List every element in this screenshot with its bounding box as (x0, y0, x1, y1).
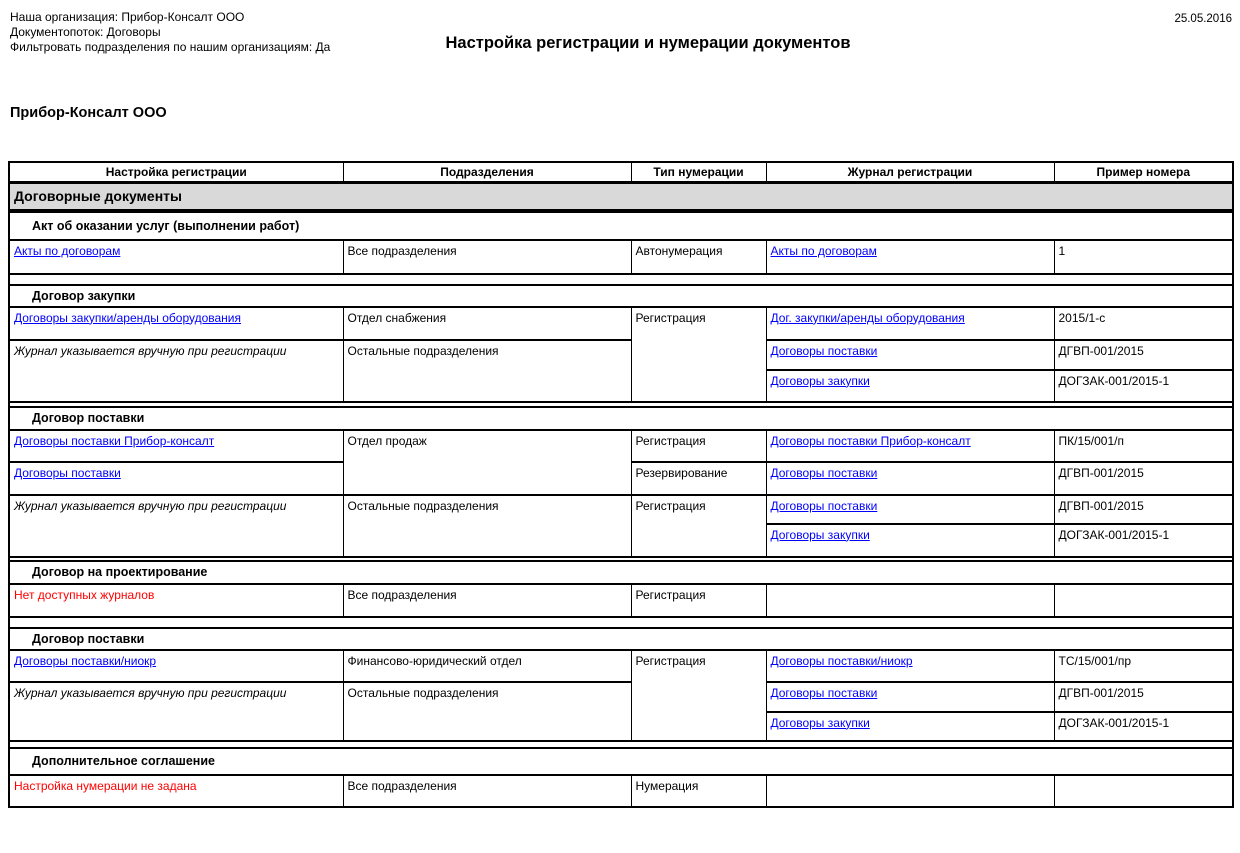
numbering-type-cell: Регистрация (631, 584, 766, 617)
example-cell: 2015/1-с (1054, 307, 1233, 340)
table-row (9, 775, 1233, 807)
journal-cell (766, 340, 1054, 370)
setting-link[interactable]: Договоры закупки/аренды оборудования (14, 310, 242, 325)
manual-journal-note: Журнал указывается вручную при регистрации (14, 498, 287, 513)
setting-link[interactable]: Договоры поставки Прибор-консалт (14, 433, 215, 448)
no-journals-error: Нет доступных журналов (14, 587, 155, 602)
example-cell: ТС/15/001/пр (1054, 650, 1233, 682)
example-cell: ДОГЗАК-001/2015-1 (1054, 524, 1233, 557)
journal-link[interactable]: Договоры поставки/ниокр (770, 653, 913, 668)
numbering-type-cell: Регистрация (631, 430, 766, 462)
section-spacer (9, 741, 1233, 748)
setting-cell (9, 462, 343, 495)
example-cell: ДГВП-001/2015 (1054, 462, 1233, 495)
division-cell: Отдел снабжения (343, 307, 631, 340)
journal-cell-empty (766, 584, 1054, 617)
example-cell-empty (1054, 584, 1233, 617)
report-title: Настройка регистрации и нумерации документов (445, 34, 851, 52)
our-organization-line: Наша организация: Прибор-Консалт ООО (10, 10, 245, 24)
document-group-header: Договорные документы (9, 183, 1233, 210)
registration-settings-table (8, 161, 1234, 808)
example-cell: ДГВП-001/2015 (1054, 495, 1233, 524)
setting-cell (9, 240, 343, 274)
example-cell: 1 (1054, 240, 1233, 274)
journal-cell (766, 240, 1054, 274)
table-row (9, 584, 1233, 617)
section-title-row (9, 561, 1233, 584)
journal-link[interactable]: Акты по договорам (770, 243, 877, 258)
section-title-row (9, 285, 1233, 307)
journal-cell (766, 430, 1054, 462)
setting-cell (9, 775, 343, 807)
section-title-row (9, 748, 1233, 775)
journal-cell (766, 307, 1054, 340)
numbering-type-cell: Нумерация (631, 775, 766, 807)
journal-cell-empty (766, 775, 1054, 807)
section-title: Договор на проектирование (9, 561, 1233, 584)
journal-cell (766, 650, 1054, 682)
division-cell: Остальные подразделения (343, 340, 631, 402)
table-header-row (9, 162, 1233, 183)
division-cell: Остальные подразделения (343, 495, 631, 557)
journal-link[interactable]: Договоры закупки (770, 527, 870, 542)
docflow-line: Документопоток: Договоры (10, 25, 161, 39)
journal-link[interactable]: Договоры поставки Прибор-консалт (770, 433, 971, 448)
table-row (9, 307, 1233, 340)
table-row (9, 682, 1233, 712)
example-cell: ДОГЗАК-001/2015-1 (1054, 370, 1233, 402)
numbering-type-cell: Регистрация (631, 650, 766, 741)
example-cell: ДГВП-001/2015 (1054, 340, 1233, 370)
journal-cell (766, 370, 1054, 402)
journal-cell (766, 712, 1054, 741)
section-title: Дополнительное соглашение (9, 748, 1233, 775)
report-date: 25.05.2016 (1174, 13, 1232, 25)
document-group-row (9, 183, 1233, 210)
numbering-type-cell: Резервирование (631, 462, 766, 495)
section-title-row (9, 628, 1233, 650)
table-row (9, 495, 1233, 524)
organization-heading: Прибор-Консалт ООО (10, 105, 167, 121)
setting-cell (9, 495, 343, 557)
journal-cell (766, 495, 1054, 524)
section-spacer (9, 274, 1233, 285)
setting-cell (9, 650, 343, 682)
table-row (9, 430, 1233, 462)
journal-link[interactable]: Договоры поставки (770, 465, 878, 480)
journal-link[interactable]: Договоры закупки (770, 715, 870, 730)
table-row (9, 240, 1233, 274)
numbering-type-cell: Автонумерация (631, 240, 766, 274)
division-cell: Все подразделения (343, 584, 631, 617)
setting-cell (9, 682, 343, 741)
col-header-numbering-type: Тип нумерации (631, 162, 766, 183)
section-title: Договор поставки (9, 407, 1233, 430)
example-cell: ДГВП-001/2015 (1054, 682, 1233, 712)
setting-cell (9, 584, 343, 617)
division-cell: Остальные подразделения (343, 682, 631, 741)
example-cell: ДОГЗАК-001/2015-1 (1054, 712, 1233, 741)
numbering-type-cell: Регистрация (631, 307, 766, 402)
journal-cell (766, 462, 1054, 495)
journal-cell (766, 682, 1054, 712)
col-header-journal: Журнал регистрации (766, 162, 1054, 183)
division-cell: Все подразделения (343, 775, 631, 807)
section-title: Договор поставки (9, 628, 1233, 650)
journal-link[interactable]: Договоры поставки (770, 343, 878, 358)
manual-journal-note: Журнал указывается вручную при регистрации (14, 685, 287, 700)
setting-link[interactable]: Акты по договорам (14, 243, 121, 258)
table-row (9, 340, 1233, 370)
journal-link[interactable]: Договоры закупки (770, 373, 870, 388)
example-cell-empty (1054, 775, 1233, 807)
setting-cell (9, 307, 343, 340)
section-title-row (9, 407, 1233, 430)
col-header-registration: Настройка регистрации (9, 162, 343, 183)
table-row (9, 650, 1233, 682)
setting-cell (9, 430, 343, 462)
division-cell: Все подразделения (343, 240, 631, 274)
journal-link[interactable]: Договоры поставки (770, 685, 878, 700)
section-title: Акт об оказании услуг (выполнении работ) (9, 212, 1233, 240)
division-cell: Финансово-юридический отдел (343, 650, 631, 682)
filter-line: Фильтровать подразделения по нашим организациям: Да (10, 40, 331, 54)
section-spacer (9, 617, 1233, 628)
example-cell: ПК/15/001/п (1054, 430, 1233, 462)
section-title: Договор закупки (9, 285, 1233, 307)
setting-link[interactable]: Договоры поставки/ниокр (14, 653, 157, 668)
setting-cell (9, 340, 343, 402)
col-header-divisions: Подразделения (343, 162, 631, 183)
col-header-example: Пример номера (1054, 162, 1233, 183)
numbering-type-cell: Регистрация (631, 495, 766, 557)
journal-link[interactable]: Дог. закупки/аренды оборудования (770, 310, 965, 325)
division-cell: Отдел продаж (343, 430, 631, 495)
journal-link[interactable]: Договоры поставки (770, 498, 878, 513)
section-title-row (9, 212, 1233, 240)
manual-journal-note: Журнал указывается вручную при регистрации (14, 343, 287, 358)
journal-cell (766, 524, 1054, 557)
no-numbering-error: Настройка нумерации не задана (14, 778, 197, 793)
setting-link[interactable]: Договоры поставки (14, 465, 121, 480)
